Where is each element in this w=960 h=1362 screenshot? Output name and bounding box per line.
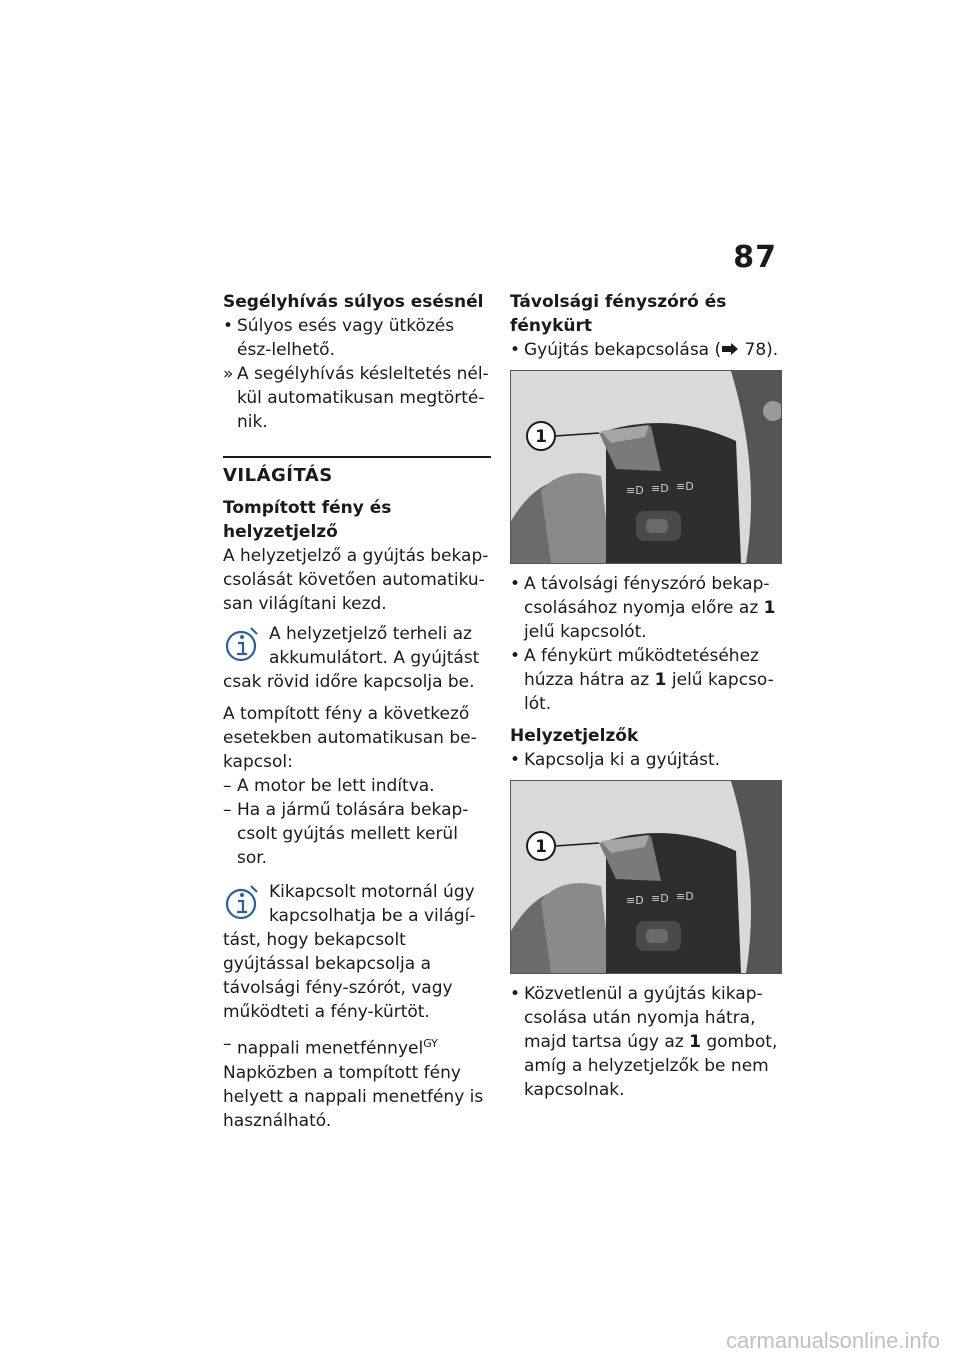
list-item [510,338,782,362]
lowbeam-dash-1: A motor be lett indítva. [237,776,435,796]
info-icon [225,624,261,664]
callout-1: 1 [535,837,547,857]
parking-bullet-1: Kapcsolja ki a gyújtást. [524,750,721,770]
highbeam-bullet-2-pre: A távolsági fényszóró bekap-csolásához nyomja előre az [524,574,770,618]
highbeam-bullet-1-pre: Gyújtás bekapcsolása ( [524,340,722,360]
svg-text:≡D: ≡D [626,894,644,907]
list-item [510,572,782,644]
result-mark: » [223,364,234,384]
parking-heading: Helyzetjelzők [510,726,639,746]
section-divider [223,456,491,458]
lowbeam-dash-2: Ha a jármű tolására bekap-csolt gyújtás mellett kerül sor. [237,800,469,868]
emergency-heading: Segélyhívás súlyos esésnél [223,292,484,312]
bullet-mark: • [510,750,521,770]
parking-bullet-2-pre: Közvetlenül a gyújtás kikap-csolása után nyomja hátra, majd tartsa úgy az [524,984,763,1052]
lowbeam-paragraph-1: A helyzetjelző a gyújtás bekap-csolását követően automatiku-san világítani kezd. [223,546,489,614]
info-note-2-text: Kikapcsolt motornál úgy kapcsolhatja be a világí-tást, hogy bekapcsolt gyújtással bekapcsolja a távolsági fény-szórót, vagy működteti a fény-kürtöt. [223,882,476,1022]
bullet-mark: • [510,340,521,360]
svg-text:≡D: ≡D [626,484,644,497]
reference-arrow-icon [721,343,739,355]
country-superscript: GY [423,1037,438,1050]
info-icon [225,882,261,922]
list-item [510,982,782,1102]
emergency-result: A segélyhívás késleltetés nél-kül automatikusan megtörté-nik. [237,364,489,432]
info-note-1-text: A helyzetjelző terheli az akkumulátort. A gyújtást csak rövid időre kapcsolja be. [223,624,480,692]
svg-text:≡D: ≡D [676,480,694,493]
list-item [510,748,782,772]
parking-bullet-2-num: 1 [689,1032,701,1052]
highbeam-bullet-2-num: 1 [763,598,776,618]
highbeam-heading: Távolsági fényszóró és fénykürt [510,292,727,336]
info-note-1 [223,622,491,694]
switch-photo-1 [510,370,782,564]
lowbeam-heading: Tompított fény és helyzetjelző [223,498,392,542]
dash-mark: – [223,800,232,820]
info-note-2 [223,880,491,1024]
svg-text:≡D: ≡D [676,890,694,903]
highbeam-bullet-3-num: 1 [654,670,667,690]
emergency-bullet-1: Súlyos esés vagy ütközés ész-lelhető. [237,316,455,360]
list-item [223,314,491,362]
watermark: carmanualsonline.info [725,1328,940,1353]
dash-mark: – [223,776,232,796]
bullet-mark: • [510,574,521,594]
bullet-mark: • [510,984,521,1004]
lowbeam-dash-3: nappali menetfénnyel [237,1038,424,1059]
list-item [223,798,491,870]
list-item [223,362,491,434]
list-item [223,1032,491,1061]
svg-text:≡D: ≡D [651,892,669,905]
left-column [223,290,491,1133]
parking-bullet-2-post: gombot, amíg a helyzetjelzők be nem kapcsolnak. [524,1032,778,1100]
bullet-mark: • [510,646,521,666]
highbeam-bullet-1-post: 78). [739,340,779,360]
bullet-mark: • [223,316,234,336]
switch-photo-2 [510,780,782,974]
section-title: VILÁGÍTÁS [223,465,333,486]
lowbeam-paragraph-3: Napközben a tompított fény helyett a nappali menetfény is használható. [223,1062,484,1131]
right-column [510,290,782,1102]
svg-text:≡D: ≡D [651,482,669,495]
list-item [223,774,491,798]
callout-1: 1 [535,427,547,447]
list-item [510,644,782,716]
highbeam-bullet-3-pre: A fénykürt működtetéséhez húzza hátra az [524,646,759,690]
dash-mark: – [223,1034,232,1054]
lowbeam-paragraph-2: A tompított fény a következő esetekben automatikusan be-kapcsol: [223,704,477,772]
page-number: 87 [733,240,777,275]
highbeam-bullet-2-post: jelű kapcsolót. [524,622,647,642]
highbeam-bullet-3-post: jelű kapcso-lót. [524,670,774,714]
